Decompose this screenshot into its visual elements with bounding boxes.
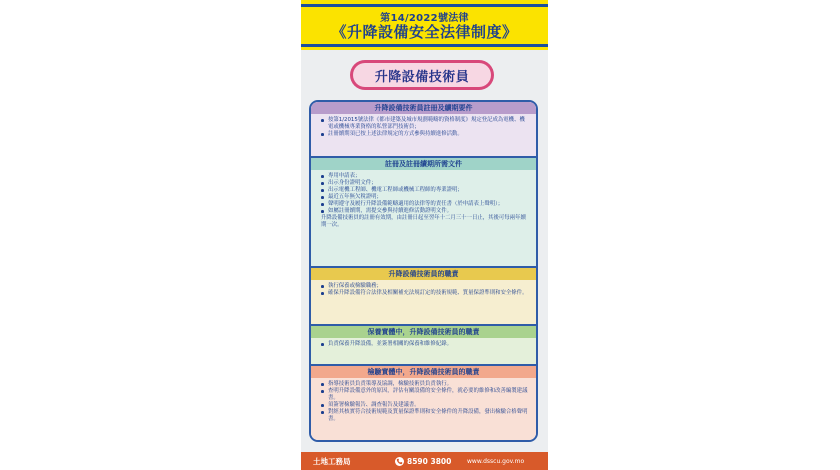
section-inspection-duties	[311, 366, 536, 440]
section-title: 升降設備技術員的職責	[311, 268, 536, 280]
header-rule-top	[301, 4, 548, 7]
heading-pill	[350, 60, 494, 90]
header-rule-bottom	[301, 44, 548, 47]
list-item: 註冊續期須已按上述法律規定的方式參與持續進修活動。	[321, 131, 528, 138]
section-registration-requirements	[311, 102, 536, 158]
department-name: 土地工務局	[313, 456, 351, 466]
footer-bar	[301, 452, 548, 470]
section-title: 升降設備技術員註冊及續期要件	[311, 102, 536, 114]
bullet-list	[321, 341, 528, 348]
list-item: 出示電機工程師、機電工程師或機械工程師的專業證明；	[321, 187, 528, 194]
section-maintenance-duties	[311, 326, 536, 366]
law-title: 《升降設備安全法律制度》	[331, 23, 518, 41]
bullet-list	[321, 283, 528, 297]
list-item: 出示身份證明文件；	[321, 180, 528, 187]
section-title: 保養實體中，升降設備技術員的職責	[311, 326, 536, 338]
bullet-list	[321, 381, 528, 423]
section-technician-duties	[311, 268, 536, 326]
list-item: 聲明遵守及履行升降設備範疇適用的法律等的責任書（於申請表上聲明）；	[321, 201, 528, 208]
header-band	[301, 0, 548, 50]
phone-icon	[395, 457, 404, 466]
list-item: 確保升降設備符合法律及相關補充法規訂定的技術規範、質量保證準則和安全條件。	[321, 290, 528, 297]
list-item: 如屬註冊續期，需提交參與持續進修活動證明文件。	[321, 208, 528, 215]
heading-title: 升降設備技術員	[353, 63, 491, 87]
section-required-documents	[311, 158, 536, 268]
section-title: 檢驗實體中，升降設備技術員的職責	[311, 366, 536, 378]
bullet-list	[321, 117, 528, 138]
list-item: 負責保養升降設備，並簽署相關的保養和維修紀錄。	[321, 341, 528, 348]
list-item: 執行保養或檢驗職務；	[321, 283, 528, 290]
website-link[interactable]: www.dsscu.gov.mo	[467, 457, 525, 465]
section-title: 註冊及註冊續期所需文件	[311, 158, 536, 170]
phone-number: 8590 3800	[407, 456, 452, 466]
list-item: 須簽署檢驗報告、調查報告及建議書。	[321, 402, 528, 409]
list-item: 最近五年無欠稅證明；	[321, 194, 528, 201]
bullet-list	[321, 173, 528, 215]
list-item: 對經其核實符合技術規範及質量保證準則和安全條件的升降設備，發出檢驗合格聲明書。	[321, 409, 528, 423]
content-frame	[309, 100, 538, 442]
poster	[301, 0, 548, 470]
phone-contact[interactable]	[395, 457, 451, 466]
list-item: 查明升降設備意外的原因，評估有關設備的安全條件，就必要的維修和改善編製建議書。	[321, 388, 528, 402]
list-item: 專用申請表；	[321, 173, 528, 180]
list-item: 指導技術員負責策導及協調，檢驗技術員負責執行。	[321, 381, 528, 388]
list-item: 按第1/2015號法律《都市建築及城市規劃範疇的資格制度》規定登記成為電機、機電或機械專業資格的私營部門技術員；	[321, 117, 528, 131]
law-number: 第14/2022號法律	[380, 13, 469, 24]
validity-note: 升降設備技術員的註冊有效期，由註冊日起至翌年十二月三十一日止，其後可每兩年續期一次。	[321, 215, 526, 228]
